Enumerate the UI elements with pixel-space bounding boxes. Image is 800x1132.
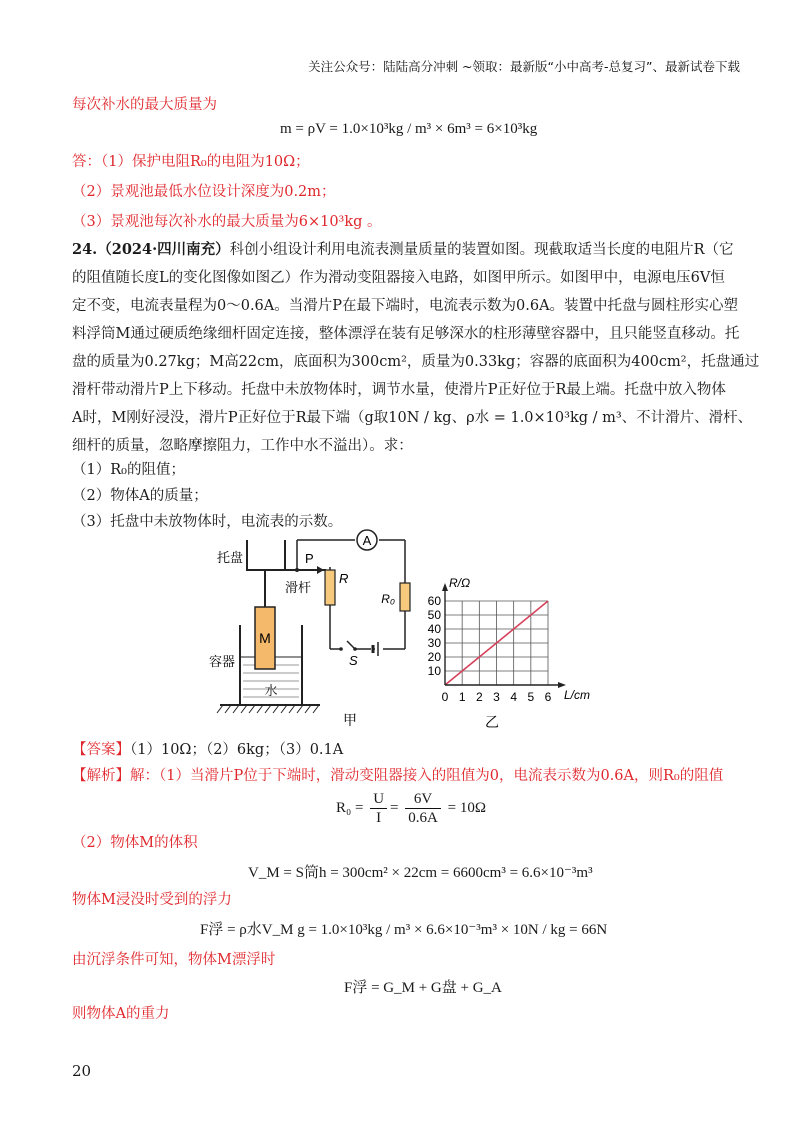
y-tick-label: 50	[427, 608, 441, 622]
y-tick-label: 60	[427, 594, 441, 608]
x-tick-label: 1	[458, 690, 466, 704]
weight-intro: 则物体A的重力	[72, 1006, 170, 1022]
answer-line-2: （2）景观池最低水位设计深度为0.2m；	[72, 184, 336, 200]
r0-den-2: 0.6A	[408, 810, 438, 826]
answer-line	[72, 740, 732, 760]
chart-xlabel: L/cm	[564, 688, 591, 702]
volume-equation: V_M = S筒h = 300cm² × 22cm = 6600cm³ = 6.6×10⁻³m³	[248, 865, 593, 881]
x-tick-label: 2	[475, 690, 483, 704]
page-number: 20	[72, 1062, 92, 1080]
resistor-r-label: R	[339, 571, 349, 586]
ammeter-label: A	[362, 533, 372, 548]
answer-line-3: （3）景观池每次补水的最大质量为6×10³kg 。	[72, 214, 382, 230]
buoyancy-equation: F浮 = ρ水V_M g = 1.0×10³kg / m³ × 6.6×10⁻³m³ × 10N / kg = 66N	[200, 922, 608, 938]
water-label: 水	[264, 683, 278, 698]
problem-text-line: A时，M刚好浸没，滑片P正好位于R最下端（g取10N / kg、ρ水 = 1.0×10³kg / m³、不计滑片、滑杆、	[72, 410, 753, 426]
r0-equation: R₀ = $\frac{U}{I}$ = $\frac{6V}{0.6A}$ = 10Ω	[336, 791, 486, 826]
tray-shape	[247, 540, 285, 570]
float-intro: 由沉浮条件可知，物体M漂浮时	[72, 952, 276, 968]
y-tick-label: 10	[427, 664, 441, 678]
switch-label: S	[349, 653, 358, 668]
answer-text: （1）10Ω；（2）6kg；（3）0.1A	[130, 742, 344, 758]
question-1: （1）R₀的阻值；	[72, 462, 185, 478]
volume-intro: （2）物体M的体积	[72, 835, 198, 851]
buoyancy-intro: 物体M浸没时受到的浮力	[72, 892, 232, 908]
r0-den-1: I	[376, 810, 382, 826]
problem-text-line: 盘的质量为0.27kg；M高22cm，底面积为300cm²，质量为0.33kg；容器的底面积为400cm²，托盘通过	[72, 354, 760, 370]
y-tick-label: 40	[427, 622, 441, 636]
figure-yi-caption: 乙	[485, 714, 499, 730]
page-header: 关注公众号：陆陆高分冲刺 ~领取：最新版“小中高考-总复习”、最新试卷下载	[308, 59, 740, 74]
question-3: （3）托盘中未放物体时，电流表的示数。	[72, 514, 343, 530]
figure-jia	[205, 525, 425, 735]
answer-tag: 【答案】	[72, 742, 130, 758]
resistor-r0	[400, 583, 410, 611]
tray-label: 托盘	[216, 550, 243, 565]
problem-text-line: 细杆的质量，忽略摩擦阻力，工作中水不溢出）。求：	[72, 438, 413, 454]
problem-text-line: 料浮筒M通过硬质绝缘细杆固定连接，整体漂浮在装有足够深水的柱形薄壁容器中，且只能竖直移动。托	[72, 326, 740, 342]
y-tick-label: 20	[427, 650, 441, 664]
problem-text-line: 定不变，电流表量程为0～0.6A。当滑片P在最下端时，电流表示数为0.6A。装置中托盘与圆柱形实心塑	[72, 298, 739, 314]
y-axis-arrow	[442, 583, 448, 591]
problem-source: （2024·四川南充）	[97, 241, 230, 258]
float-equation: F浮 = G_M + G盘 + G_A	[344, 980, 502, 996]
r0-fraction-1	[370, 790, 387, 827]
resistor-r0-label: R₀	[381, 592, 395, 606]
chart-ylabel: R/Ω	[449, 576, 471, 590]
problem-text-line: 的阻值随长度L的变化图像如图乙）作为滑动变阻器接入电路，如图甲所示。如图甲中，电源电压6V恒	[72, 270, 725, 286]
answer-line-1: 答：（1）保护电阻R₀的电阻为10Ω；	[72, 154, 310, 170]
problem-text-line: 科创小组设计利用电流表测量质量的装置如图。现截取适当长度的电阻片R（它	[229, 242, 734, 258]
container-label: 容器	[208, 654, 235, 669]
problem-text-line: 滑杆带动滑片P上下移动。托盘中未放物体时，调节水量，使滑片P正好位于R最上端。托盘中放入物体	[72, 382, 726, 398]
analysis-tag: 【解析】	[72, 768, 130, 784]
mass-intro: 每次补水的最大质量为	[72, 97, 217, 113]
figure-yi-chart	[420, 575, 600, 735]
problem-number: 24.	[72, 241, 98, 258]
x-tick-label: 4	[510, 690, 518, 704]
question-2: （2）物体A的质量；	[72, 488, 208, 504]
r0-fraction-2	[405, 790, 441, 827]
x-tick-label: 3	[493, 690, 500, 704]
figure-jia-caption: 甲	[343, 712, 357, 728]
mass-equation: m = ρV = 1.0×10³kg / m³ × 6m³ = 6×10³kg	[280, 121, 538, 137]
problem-first-line	[72, 240, 732, 260]
analysis-line	[72, 766, 732, 786]
slider-rod-label: 滑杆	[285, 580, 312, 595]
x-tick-label: 6	[544, 690, 552, 704]
y-tick-label: 30	[427, 636, 441, 650]
r0-num-2: 6V	[405, 790, 441, 809]
x-tick-label: 5	[527, 690, 535, 704]
float-label: M	[259, 630, 271, 646]
r0-lhs: R₀ =	[336, 799, 364, 816]
analysis-text: 解：（1）当滑片P位于下端时，滑动变阻器接入的阻值为0，电流表示数为0.6A，则R₀的阻值	[130, 768, 724, 784]
x-tick-label: 0	[441, 690, 449, 704]
resistor-r	[325, 570, 335, 605]
slider-label: P	[305, 551, 314, 566]
r0-num-1: U	[370, 790, 387, 809]
r0-rhs: = 10Ω	[447, 799, 486, 816]
